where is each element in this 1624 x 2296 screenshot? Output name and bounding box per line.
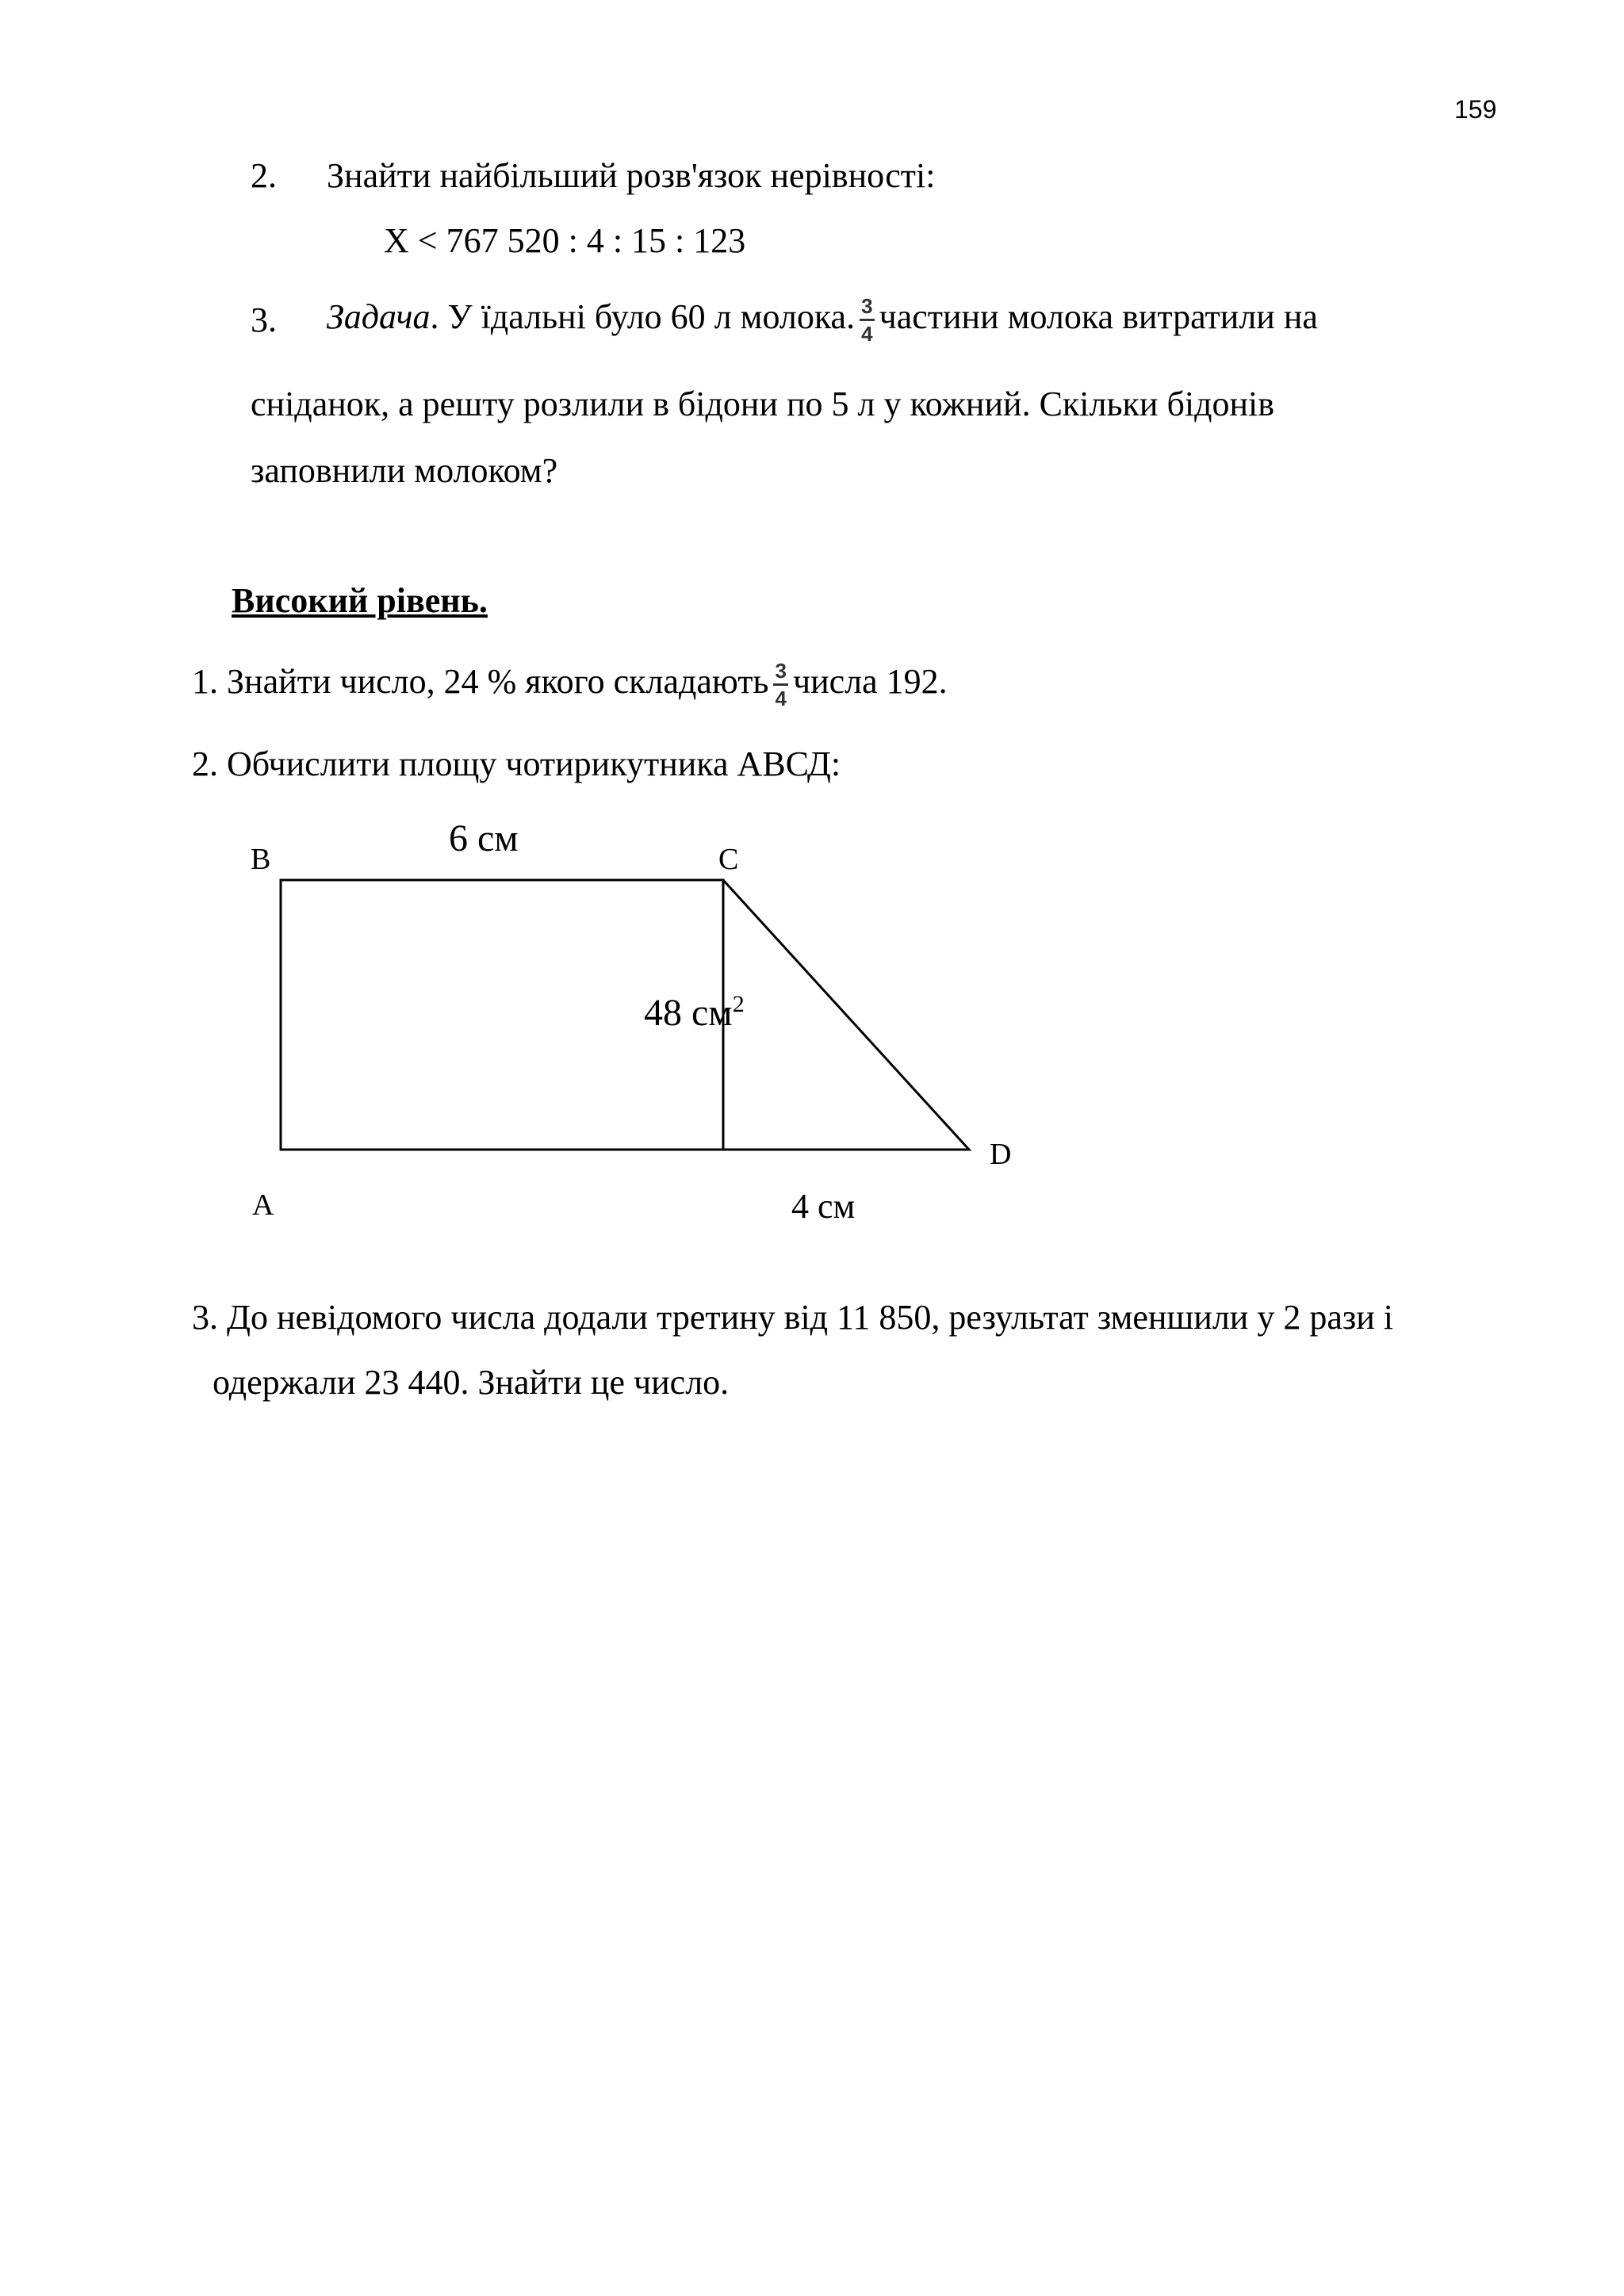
fraction-denominator: 4 <box>775 687 787 711</box>
area-label <box>644 991 745 1035</box>
item3-line2: сніданок, а решту розлили в бідони по 5 л у кожний. Скільки бідонів <box>251 385 1275 423</box>
section-heading: Високий рівень. <box>232 581 488 620</box>
fraction-numerator: 3 <box>773 660 787 686</box>
item2-text: Знайти найбільший розв'язок нерівності: <box>327 156 936 195</box>
bottom-segment-length: 4 см <box>791 1187 856 1226</box>
vertex-label-a: А <box>252 1188 274 1222</box>
vertex-label-b: В <box>251 843 271 876</box>
high-task1-after: числа 192. <box>792 662 948 701</box>
area-value: 48 см <box>644 992 733 1034</box>
item3-text-after: частини молока витратили на <box>879 297 1318 336</box>
item2-number: 2. <box>251 156 277 195</box>
page-number: 159 <box>1454 95 1497 124</box>
fraction-numerator: 3 <box>860 296 874 321</box>
top-side-length: 6 см <box>449 817 519 859</box>
triangle-cd <box>723 880 969 1150</box>
high-task3-line2: одержали 23 440. Знайти це число. <box>213 1363 730 1402</box>
vertex-label-c: С <box>718 843 739 876</box>
high-task2: 2. Обчислити площу чотирикутника АВСД: <box>192 744 841 783</box>
high-task1-before: 1. Знайти число, 24 % якого складають <box>192 662 769 701</box>
item3-number: 3. <box>251 300 277 339</box>
fraction-denominator: 4 <box>861 322 873 346</box>
item3-label: Задача <box>327 297 431 336</box>
item2-expression: Х < 767 520 : 4 : 15 : 123 <box>384 221 746 260</box>
item3-text-before: . У їдальні було 60 л молока. <box>430 297 856 336</box>
item3-line3: заповнили молоком? <box>251 451 558 490</box>
area-exponent: 2 <box>732 991 745 1017</box>
high-task3-line1: 3. До невідомого числа додали третину від 11 850, результат зменшили у 2 рази і <box>192 1298 1394 1337</box>
vertex-label-d: D <box>990 1138 1012 1171</box>
